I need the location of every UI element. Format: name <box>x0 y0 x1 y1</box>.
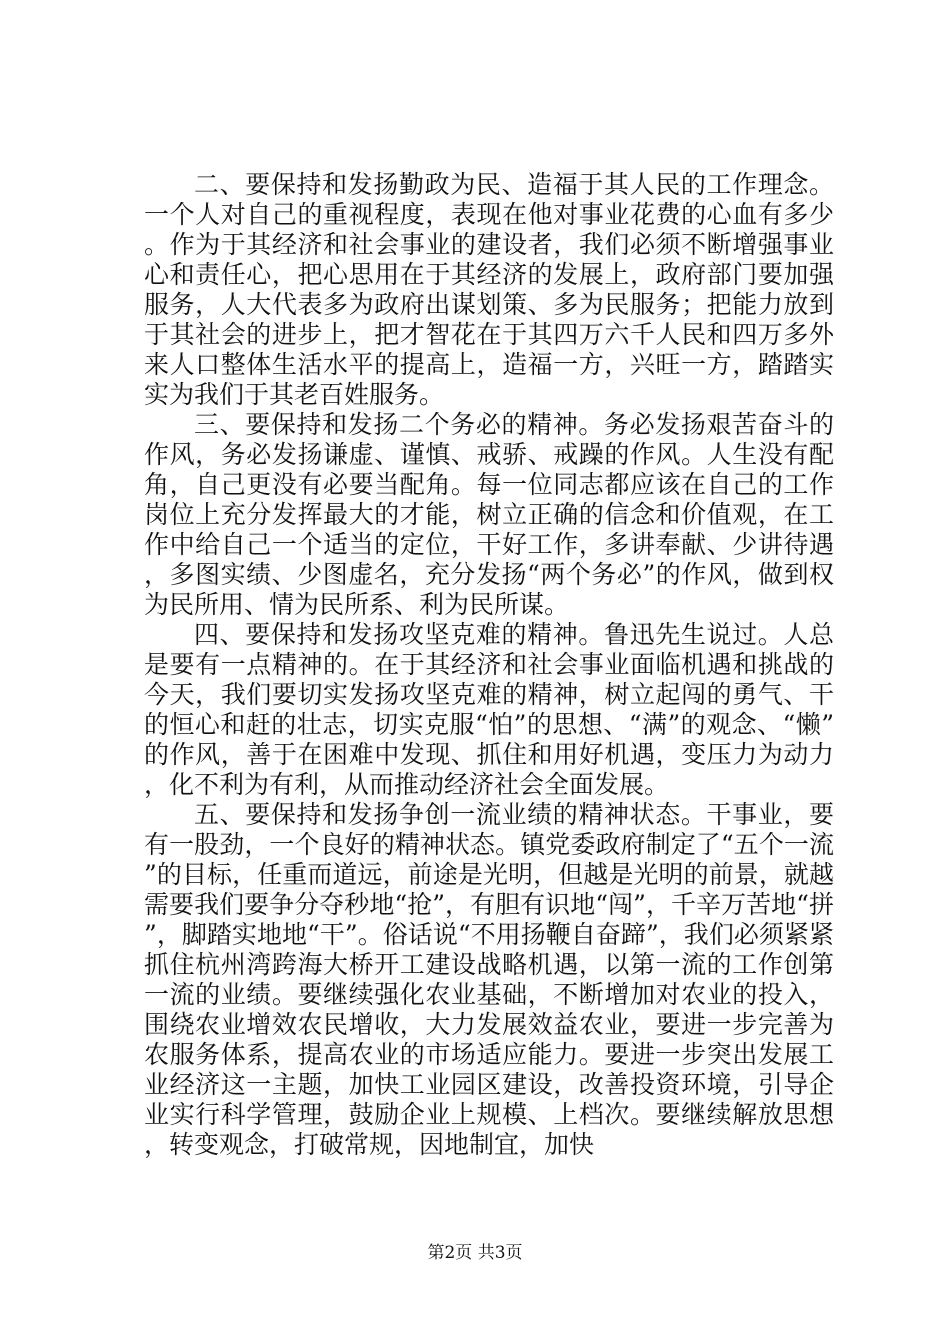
paragraph-2: 二、要保持和发扬勤政为民、造福于其人民的工作理念。一个人对自己的重视程度，表现在他对事业花费的心血有多少。作为于其经济和社会事业的建设者，我们必须不断增强事业心和责任心，把心思用在于其经济的发展上，政府部门要加强服务，人大代表多为政府出谋划策、多为民服务；把能力放到于其社会的进步上，把才智花在于其四万六千人民和四万多外来人口整体生活水平的提高上，造福一方，兴旺一方，踏踏实实为我们于其老百姓服务。 <box>144 170 834 409</box>
paragraph-4: 四、要保持和发扬攻坚克难的精神。鲁迅先生说过。人总是要有一点精神的。在于其经济和社会事业面临机遇和挑战的今天，我们要切实发扬攻坚克难的精神，树立起闯的勇气、干的恒心和赶的壮志，切实克服“怕”的思想、“满”的观念、“懒”的作风，善于在困难中发现、抓住和用好机遇，变压力为动力，化不利为有利，从而推动经济社会全面发展。 <box>144 620 834 799</box>
paragraph-5: 五、要保持和发扬争创一流业绩的精神状态。干事业，要有一股劲，一个良好的精神状态。镇党委政府制定了“五个一流”的目标，任重而道远，前途是光明，但越是光明的前景，就越需要我们要争分夺秒地“抢”，有胆有识地“闯”，千辛万苦地“拼”，脚踏实地地“干”。俗话说“不用扬鞭自奋蹄”，我们必须紧紧抓住杭州湾跨海大桥开工建设战略机遇，以第一流的工作创第一流的业绩。要继续强化农业基础，不断增加对农业的投入，围绕农业增效农民增收，大力发展效益农业，要进一步完善为农服务体系，提高农业的市场适应能力。要进一步突出发展工业经济这一主题，加快工业园区建设，改善投资环境，引导企业实行科学管理，鼓励企业上规模、上档次。要继续解放思想，转变观念，打破常规，因地制宜，加快 <box>144 800 834 1159</box>
paragraph-3: 三、要保持和发扬二个务必的精神。务必发扬艰苦奋斗的作风，务必发扬谦虚、谨慎、戒骄、戒躁的作风。人生没有配角，自己更没有必要当配角。每一位同志都应该在自己的工作岗位上充分发挥最大的才能，树立正确的信念和价值观，在工作中给自己一个适当的定位，干好工作，多讲奉献、少讲待遇，多图实绩、少图虚名，充分发扬“两个务必”的作风，做到权为民所用、情为民所系、利为民所谋。 <box>144 410 834 619</box>
document-body <box>144 170 834 1160</box>
page-number-footer: 第2页 共3页 <box>427 1243 523 1263</box>
